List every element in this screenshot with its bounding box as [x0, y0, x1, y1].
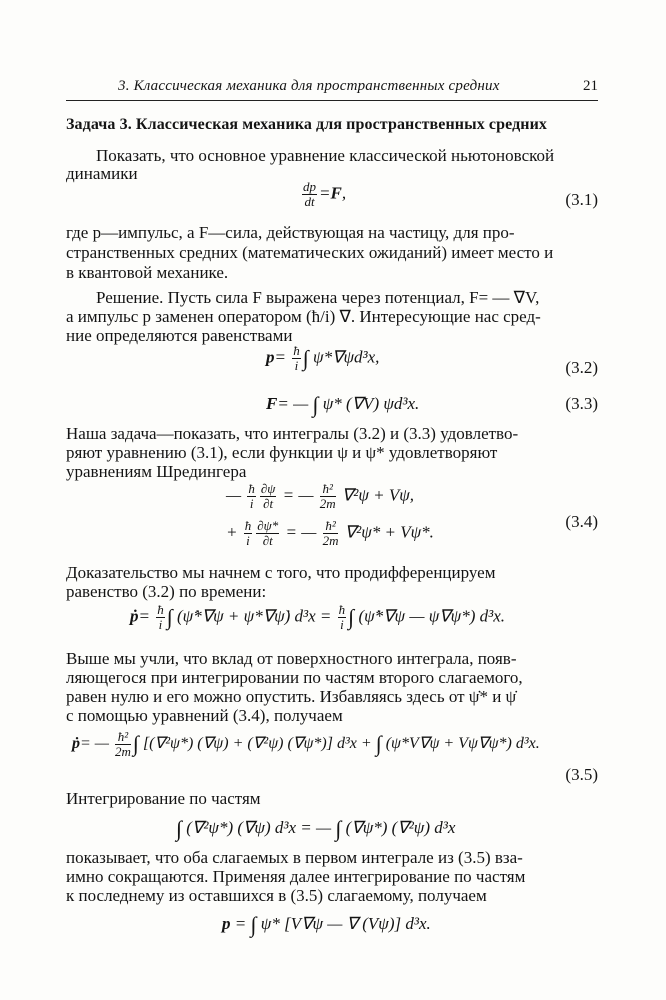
text-line: Доказательство мы начнем с того, что продифференцируем — [66, 563, 496, 582]
text-line: ляющегося при интегрировании по частям второго слагаемого, — [66, 668, 523, 687]
equation-final: p = ∫ ψ* [V∇ψ — ∇ (Vψ)] d³x. — [222, 912, 431, 937]
running-head-title: 3. Классическая механика для пространственных средних — [118, 78, 500, 94]
equation-p-dot: ṗ= $\frac{ħ}{i}$ ∫ (ψ̇*∇ψ + ψ*∇ψ̇) d³x = $\frac{ħ}{i}$ ∫ (ψ̇*∇ψ — ψ̇∇ψ*) d³x. — [130, 602, 505, 632]
text-line: а импульс p заменен оператором (ħ/i) ∇. Интересующие нас сред- — [66, 307, 541, 326]
equation-3-2: p= $\frac{ħ}{i}$ ∫ ψ*∇ψd³x, — [266, 343, 380, 373]
text-line: в квантовой механике. — [66, 263, 229, 282]
text-line: Выше мы учли, что вклад от поверхностного интеграла, появ- — [66, 649, 517, 668]
equation-number: (3.3) — [565, 394, 598, 413]
text-line: к последнему из оставшихся в (3.5) слагаемому, получаем — [66, 886, 487, 905]
text-line: равенство (3.2) по времени: — [66, 582, 267, 601]
equation-number: (3.5) — [565, 765, 598, 784]
equation-3-4a: — $\frac{ħ}{i}$ $\frac{\partial\psi}{\partial t}$ = — $\frac{\text{ħ²}}{2m}$ ∇²ψ + Vψ, — [226, 481, 415, 511]
text-line: где p—импульс, а F—сила, действующая на частицу, для про- — [66, 223, 515, 242]
equation-3-4b: + $\frac{ħ}{i}$ $\frac{\partial\psi*}{\partial t}$ = — $\frac{\text{ħ²}}{2m}$ ∇²ψ* + Vψ*. — [226, 518, 434, 548]
page-number: 21 — [583, 78, 598, 94]
text-line: Решение. Пусть сила F выражена через потенциал, F= — ∇V, — [96, 288, 540, 307]
text-line: уравнениям Шредингера — [66, 462, 247, 481]
text-line: с помощью уравнений (3.4), получаем — [66, 706, 343, 725]
equation-number: (3.1) — [565, 190, 598, 209]
text-line: имно сокращаются. Применяя далее интегрирование по частям — [66, 867, 526, 886]
header-rule — [66, 100, 598, 101]
section-heading: Задача 3. Классическая механика для пространственных средних — [66, 116, 548, 133]
text-line: ние определяются равенствами — [66, 326, 293, 345]
text-line: Показать, что основное уравнение классической ньютоновской — [96, 146, 555, 165]
text-line: Интегрирование по частям — [66, 789, 261, 808]
text-line: показывает, что оба слагаемых в первом интеграле из (3.5) вза- — [66, 848, 523, 867]
equation-number: (3.2) — [565, 358, 598, 377]
text-line: ряют уравнению (3.1), если функции ψ и ψ* удовлетворяют — [66, 443, 498, 462]
equation-3-5: ṗ= — $\frac{\text{ħ²}}{2m}$ ∫ [(∇²ψ*) (∇ψ) + (∇²ψ) (∇ψ*)] d³x + ∫ (ψ*V∇ψ + Vψ∇ψ*) d³x. — [72, 729, 540, 759]
equation-3-1: $\frac{dp}{dt}$ =F, — [303, 179, 347, 209]
text-line: равен нулю и его можно опустить. Избавляясь здесь от ψ̇* и ψ̇ — [66, 687, 517, 706]
equation-number: (3.4) — [565, 512, 598, 531]
text-line: динамики — [66, 164, 138, 183]
running-header — [118, 78, 598, 98]
text-line: странственных средних (математических ожиданий) имеет место и — [66, 243, 554, 262]
equation-integration-by-parts: ∫ (∇²ψ*) (∇ψ) d³x = — ∫ (∇ψ*) (∇²ψ) d³x — [176, 816, 456, 841]
equation-3-3: F= — ∫ ψ* (∇V) ψd³x. — [266, 392, 420, 417]
text-line: Наша задача—показать, что интегралы (3.2) и (3.3) удовлетво- — [66, 424, 519, 443]
